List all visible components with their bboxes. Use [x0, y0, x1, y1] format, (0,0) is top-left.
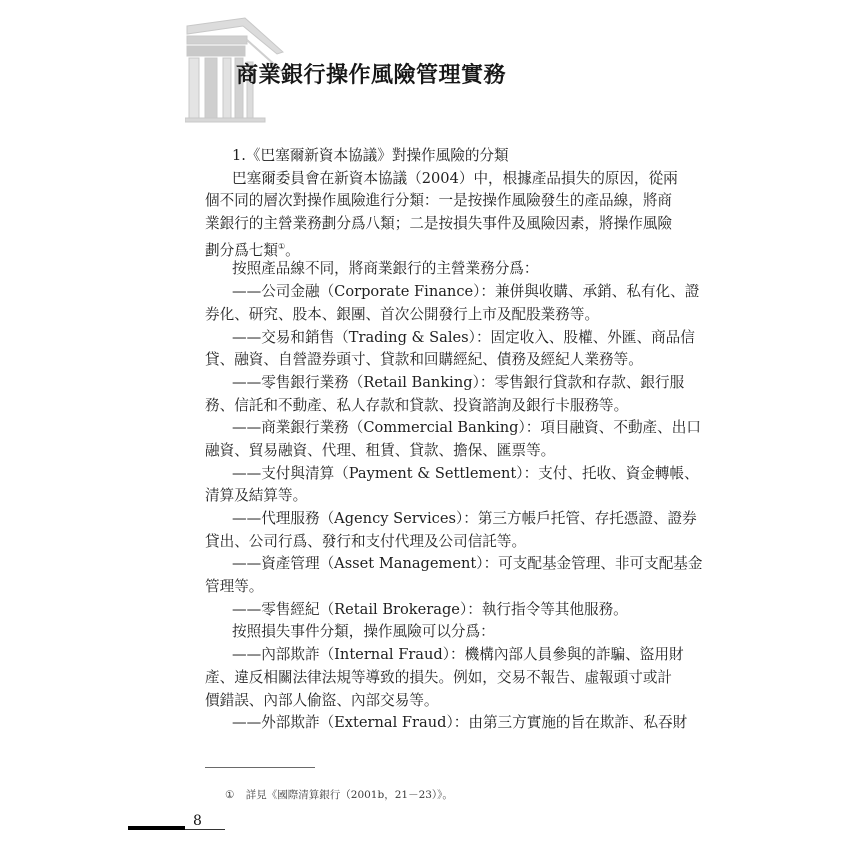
line-text: 券化、研究、股本、銀團、首次公開發行上市及配股業務等。	[205, 305, 600, 323]
text-line	[205, 553, 703, 576]
body-text	[205, 145, 703, 735]
text-line	[205, 463, 699, 486]
footnote-text: 詳見《國際清算銀行（2001b，21－23）》。	[245, 789, 453, 801]
line-text: ——零售銀行業務（Retail Banking）：零售銀行貸款和存款、銀行服	[232, 373, 685, 391]
line-text: 融資、貿易融資、代理、租賃、貸款、擔保、匯票等。	[205, 441, 556, 459]
line-text: 貸、融資、自營證券頭寸、貸款和回購經紀、債務及經紀人業務等。	[205, 351, 643, 369]
line-text: 價錯誤、內部人偷盜、內部交易等。	[205, 691, 439, 709]
line-text: ——支付與清算（Payment & Settlement）：支付、托收、資金轉帳、	[232, 464, 699, 482]
text-line	[205, 621, 648, 644]
folio-bar	[128, 826, 185, 830]
line-tail: 。	[285, 241, 300, 259]
line-text: 清算及結算等。	[205, 487, 308, 505]
folio-rule	[185, 829, 225, 830]
line-text: 1.《巴塞爾新資本協議》對操作風險的分類	[232, 147, 509, 164]
line-text: 貸出、公司行爲、發行和支付代理及公司信託等。	[205, 532, 527, 550]
text-line	[205, 372, 685, 395]
section-heading	[205, 145, 648, 168]
text-line	[205, 508, 697, 531]
page-number: 8	[193, 813, 202, 829]
footnote-rule	[205, 767, 315, 768]
text-line	[205, 327, 695, 350]
footnote	[225, 787, 453, 802]
line-text: ——外部欺詐（External Fraud）：由第三方實施的旨在欺詐、私吞財	[232, 714, 688, 732]
line-text: 業銀行的主營業務劃分爲八類；二是按損失事件及風險因素，將操作風險	[205, 215, 673, 233]
running-title: 商業銀行操作風險管理實務	[236, 62, 507, 88]
line-text: ——交易和銷售（Trading & Sales）：固定收入、股權、外匯、商品信	[232, 328, 695, 346]
line-text: ——資產管理（Asset Management）：可支配基金管理、非可支配基金	[232, 555, 703, 573]
line-text: 個不同的層次對操作風險進行分類：一是按操作風險發生的產品線，將商	[205, 192, 673, 210]
line-text: ——零售經紀（Retail Brokerage）：執行指令等其他服務。	[232, 600, 628, 618]
text-line	[205, 531, 648, 554]
line-text: 按照損失事件分類，操作風險可以分爲：	[232, 623, 495, 641]
line-text: ——公司金融（Corporate Finance）：兼併與收購、承銷、私有化、證	[232, 283, 700, 301]
line-text: 巴塞爾委員會在新資本協議（2004）中，根據產品損失的原因，從兩	[232, 169, 678, 187]
text-line	[205, 190, 673, 213]
text-line	[205, 258, 648, 281]
text-line	[205, 213, 673, 236]
text-line	[205, 349, 648, 372]
text-line	[205, 395, 648, 418]
text-line	[205, 236, 648, 259]
line-text: ——代理服務（Agency Services）：第三方帳戶托管、存托憑證、證券	[232, 510, 697, 527]
footnote-marker: ①	[225, 789, 235, 801]
line-text: 產、違反相關法律法規等導致的損失。例如，交易不報告、虛報頭寸或計	[205, 668, 673, 686]
text-line	[205, 440, 648, 463]
text-line	[205, 485, 648, 508]
line-text: 劃分爲七類	[205, 241, 278, 259]
text-line	[205, 304, 648, 327]
line-text: ——內部欺詐（Internal Fraud）：機構內部人員參與的詐騙、盜用財	[232, 646, 684, 664]
text-line	[205, 417, 701, 440]
text-line	[205, 168, 678, 191]
text-line	[205, 281, 700, 304]
footnote-reference[interactable]: ①	[277, 241, 286, 251]
text-line	[205, 712, 688, 735]
line-text: ——商業銀行業務（Commercial Banking）：項目融資、不動產、出口	[232, 419, 701, 437]
line-text: 務、信託和不動產、私人存款和貸款、投資諮詢及銀行卡服務等。	[205, 396, 629, 414]
text-line	[205, 667, 673, 690]
line-text: 管理等。	[205, 578, 264, 596]
text-line	[205, 690, 648, 713]
text-line	[205, 644, 684, 667]
text-line	[205, 576, 648, 599]
text-line	[205, 599, 648, 622]
line-text: 按照產品線不同，將商業銀行的主營業務分爲：	[232, 260, 539, 278]
